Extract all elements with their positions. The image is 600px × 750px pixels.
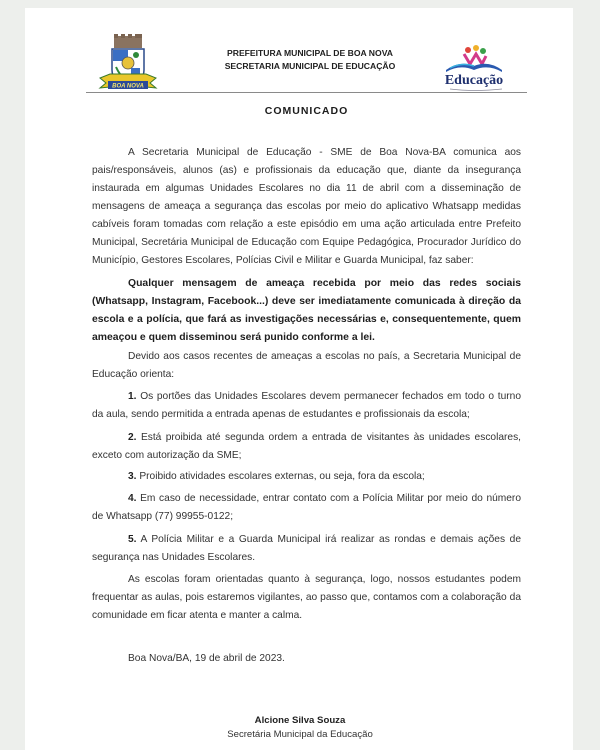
municipal-coat-of-arms-icon	[96, 34, 160, 94]
orientation-item-5	[92, 531, 521, 567]
item-text: Os portões das Unidades Escolares devem permanecer fechados em todo o turno da aula, sendo permitida a entrada apenas de estudantes e profissionais da escola;	[92, 391, 521, 420]
closing-paragraph: As escolas foram orientadas quanto à segurança, logo, nossos estudantes podem frequentar as aulas, pois estaremos vigilantes, ao passo que, contamos com a colaboração da comunidade em ficar atenta e manter a calma.	[92, 574, 521, 621]
orientation-item-2	[92, 429, 521, 465]
educacao-logo-icon	[436, 44, 512, 94]
signatory-role: Secretária Municipal da Educação	[227, 729, 373, 740]
item-number: 4.	[128, 493, 137, 504]
header-divider	[86, 92, 527, 93]
item-number: 5.	[128, 534, 137, 545]
document-date: Boa Nova/BA, 19 de abril de 2023.	[128, 653, 285, 664]
letterhead-line-secretaria: SECRETARIA MUNICIPAL DE EDUCAÇÃO	[224, 61, 396, 71]
item-number: 3.	[128, 471, 137, 482]
orientation-item-3	[92, 468, 521, 486]
letterhead	[190, 47, 430, 73]
warning-paragraph: Qualquer mensagem de ameaça recebida por meio das redes sociais (Whatsapp, Instagram, Facebook...) deve ser imediatamente comunicada à direção da escola e a polícia, que fará as investigações necessárias e, consequentemente, quem ameaçou e quem disseminou será punido conforme a lei.	[92, 278, 521, 343]
intro-paragraph: A Secretaria Municipal de Educação - SME de Boa Nova-BA comunica aos pais/responsáveis, alunos (as) e profissionais da educação que, diante da insegurança instaurada em algumas Unidades Escolares no dia 11 de abril com a disseminação de mensagens de ameaça a segurança das escolas por meio do aplicativo Whatsapp medidas cabíveis foram tomadas com relação a este episódio em uma ação articulada entre Prefeito Municipal, Secretária Municipal de Educação com Equipe Pedagógica, Procurador Jurídico do Município, Gestores Escolares, Polícias Civil e Militar e Guarda Municipal, faz saber:	[92, 147, 521, 266]
letterhead-line-prefeitura: PREFEITURA MUNICIPAL DE BOA NOVA	[227, 48, 393, 58]
item-text: Proibido atividades escolares externas, ou seja, fora da escola;	[139, 471, 425, 482]
logo-text: Educação	[444, 73, 504, 88]
orientation-item-1	[92, 388, 521, 424]
orientation-item-4	[92, 490, 521, 526]
item-text: A Polícia Militar e a Guarda Municipal irá realizar as rondas e demais ações de segurança nas Unidades Escolares.	[92, 534, 521, 563]
orientation-intro-paragraph: Devido aos casos recentes de ameaças a escolas no país, a Secretaria Municipal de Educação orienta:	[92, 351, 521, 380]
item-text: Em caso de necessidade, entrar contato com a Polícia Militar por meio do número de Whatsapp (77) 99955-0122;	[92, 493, 521, 522]
item-number: 2.	[128, 432, 137, 443]
document-title: COMUNICADO	[264, 105, 349, 117]
crest-banner-text: BOA NOVA	[112, 83, 144, 90]
item-number: 1.	[128, 391, 137, 402]
signatory-name: Alcione Silva Souza	[254, 715, 346, 726]
item-text: Está proibida até segunda ordem a entrada de visitantes às unidades escolares, exceto com autorização da SME;	[92, 432, 521, 461]
